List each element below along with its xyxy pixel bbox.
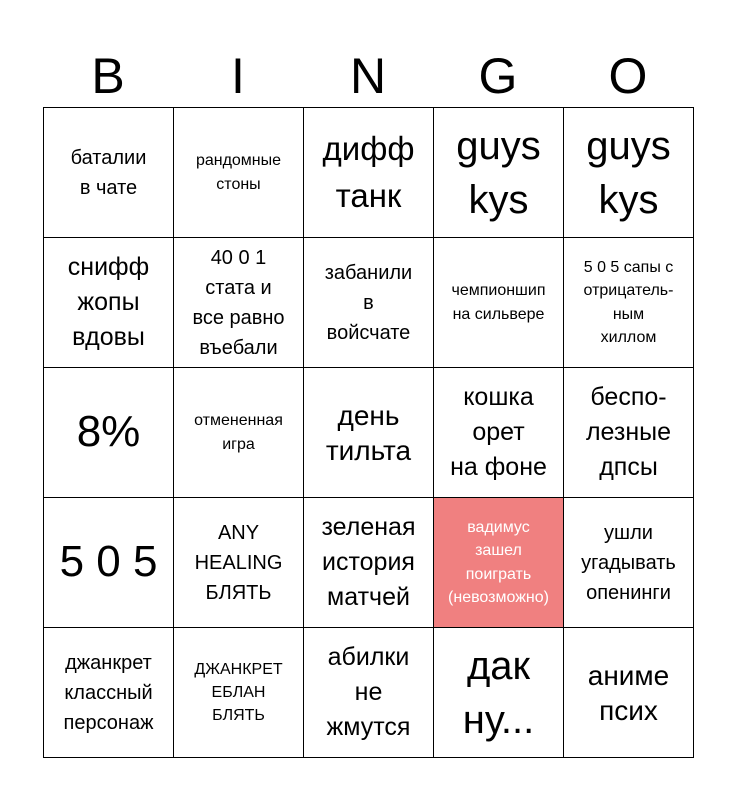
bingo-cell[interactable]: баталии в чате xyxy=(44,108,174,238)
header-letter-g: G xyxy=(478,48,518,104)
header-letter-b: B xyxy=(91,48,125,104)
header-letter-i: I xyxy=(231,48,245,104)
bingo-cell[interactable]: зеленая история матчей xyxy=(304,498,434,628)
bingo-cell[interactable]: снифф жопы вдовы xyxy=(44,238,174,368)
bingo-cell[interactable]: беспо- лезные дпсы xyxy=(564,368,694,498)
free-space-cell[interactable]: вадимус зашел поиграть (невозможно) xyxy=(434,498,564,628)
bingo-cell[interactable]: день тильта xyxy=(304,368,434,498)
bingo-cell[interactable]: дифф танк xyxy=(304,108,434,238)
bingo-cell[interactable]: 5 0 5 сапы с отрицатель- ным хиллом xyxy=(564,238,694,368)
bingo-cell[interactable]: guys kys xyxy=(434,108,564,238)
bingo-cell[interactable]: кошка орет на фоне xyxy=(434,368,564,498)
bingo-cell[interactable]: рандомные стоны xyxy=(174,108,304,238)
bingo-cell[interactable]: ANY HEALING БЛЯТЬ xyxy=(174,498,304,628)
bingo-cell[interactable]: guys kys xyxy=(564,108,694,238)
bingo-cell[interactable]: ушли угадывать опенинги xyxy=(564,498,694,628)
bingo-cell[interactable]: 5 0 5 xyxy=(44,498,174,628)
bingo-cell[interactable]: дак ну... xyxy=(434,628,564,758)
bingo-cell[interactable]: джанкрет классный персонаж xyxy=(44,628,174,758)
bingo-header xyxy=(43,48,693,104)
header-letter-o: O xyxy=(608,48,648,104)
bingo-cell[interactable]: отмененная игра xyxy=(174,368,304,498)
bingo-card xyxy=(43,107,694,758)
bingo-cell[interactable]: забанили в войсчате xyxy=(304,238,434,368)
bingo-cell[interactable]: абилки не жмутся xyxy=(304,628,434,758)
bingo-cell[interactable]: 40 0 1 стата и все равно въебали xyxy=(174,238,304,368)
bingo-cell[interactable]: аниме псих xyxy=(564,628,694,758)
bingo-cell[interactable]: ДЖАНКРЕТ ЕБЛАН БЛЯТЬ xyxy=(174,628,304,758)
header-letter-n: N xyxy=(349,48,387,104)
bingo-cell[interactable]: чемпионшип на сильвере xyxy=(434,238,564,368)
bingo-cell[interactable]: 8% xyxy=(44,368,174,498)
